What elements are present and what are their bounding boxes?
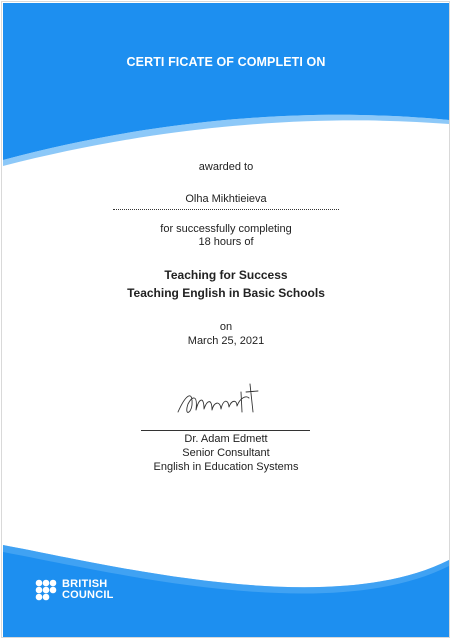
top-blue-banner (3, 3, 449, 160)
completing-line-2: 18 hours of (198, 236, 254, 248)
recipient-dotted-line (113, 209, 339, 210)
recipient-name: Olha Mikhtieieva (185, 193, 267, 205)
certificate-title: CERTI FICATE OF COMPLETI ON (126, 55, 326, 69)
awarded-to-label: awarded to (198, 161, 254, 173)
course-title-line-2: Teaching English in Basic Schools (127, 286, 325, 300)
signature-mark (178, 384, 258, 412)
british-council-logo (35, 579, 114, 601)
signatory-department: English in Education Systems (153, 461, 299, 473)
signature-line (141, 430, 310, 431)
signatory-name: Dr. Adam Edmett (184, 433, 268, 445)
logo-wordmark (62, 579, 114, 601)
logo-line-2: COUNCIL (62, 589, 114, 601)
logo-line-1: BRITISH (62, 578, 108, 590)
completion-date: March 25, 2021 (187, 335, 265, 347)
signatory-role: Senior Consultant (182, 447, 270, 459)
logo-dots-icon (35, 579, 57, 601)
completing-line-1: for successfully completing (160, 223, 292, 235)
on-label: on (219, 321, 233, 333)
course-title-line-1: Teaching for Success (164, 268, 288, 282)
